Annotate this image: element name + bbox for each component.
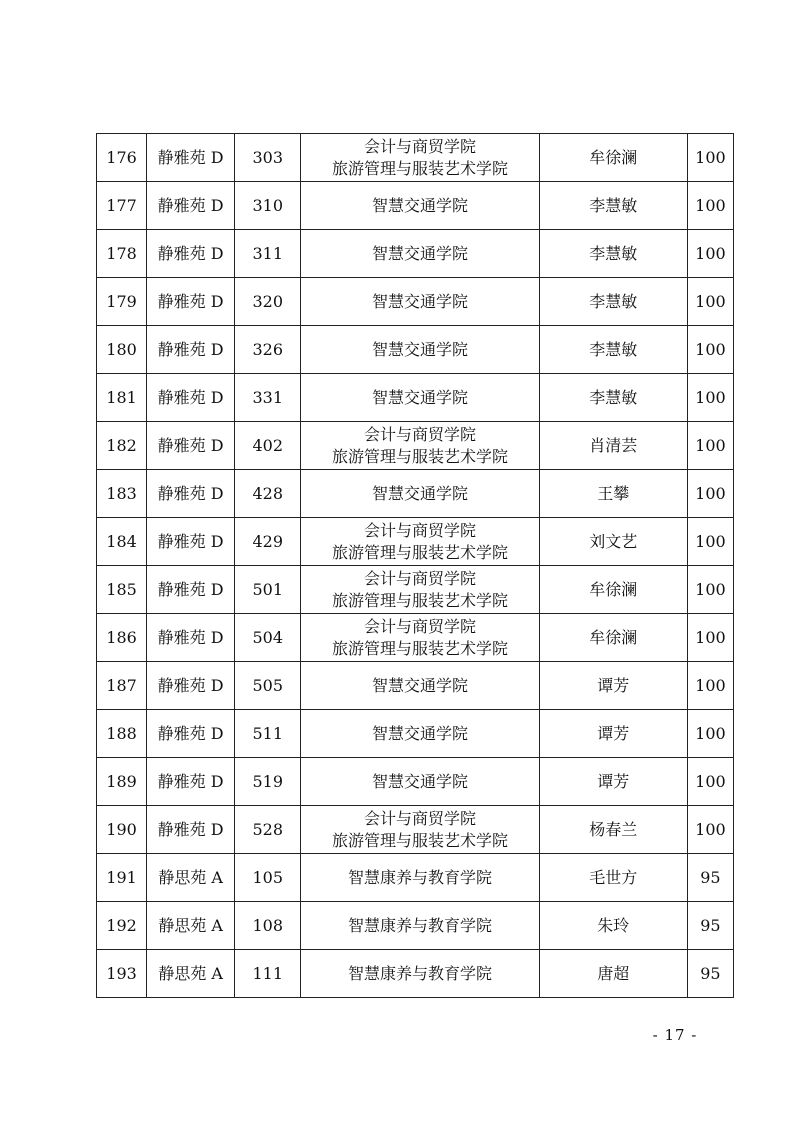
cell-college	[301, 470, 539, 518]
college-line-1: 会计与商贸学院	[363, 808, 476, 828]
college-line-1: 智慧交通学院	[371, 195, 468, 215]
cell-index: 193	[97, 950, 147, 998]
cell-building: 静雅苑 D	[147, 182, 235, 230]
college-line-2: 旅游管理与服装艺术学院	[331, 446, 508, 466]
table-row	[97, 758, 734, 806]
table-row	[97, 182, 734, 230]
table-row	[97, 662, 734, 710]
cell-room: 311	[235, 230, 301, 278]
cell-room: 519	[235, 758, 301, 806]
table-row	[97, 374, 734, 422]
table-row	[97, 614, 734, 662]
cell-building: 静雅苑 D	[147, 326, 235, 374]
college-line-1: 智慧交通学院	[371, 675, 468, 695]
cell-room: 428	[235, 470, 301, 518]
table-row	[97, 326, 734, 374]
cell-college	[301, 662, 539, 710]
cell-college	[301, 374, 539, 422]
cell-manager: 谭芳	[539, 758, 687, 806]
cell-score: 95	[687, 902, 733, 950]
table-row	[97, 230, 734, 278]
cell-index: 182	[97, 422, 147, 470]
table-row	[97, 566, 734, 614]
cell-score: 100	[687, 806, 733, 854]
cell-score: 100	[687, 278, 733, 326]
cell-building: 静雅苑 D	[147, 806, 235, 854]
cell-room: 505	[235, 662, 301, 710]
cell-building: 静思苑 A	[147, 854, 235, 902]
cell-college	[301, 854, 539, 902]
cell-college	[301, 518, 539, 566]
cell-index: 177	[97, 182, 147, 230]
college-line-1: 会计与商贸学院	[363, 520, 476, 540]
cell-score: 95	[687, 950, 733, 998]
cell-building: 静思苑 A	[147, 902, 235, 950]
cell-score: 100	[687, 374, 733, 422]
cell-college	[301, 326, 539, 374]
cell-index: 189	[97, 758, 147, 806]
college-line-1: 智慧交通学院	[371, 723, 468, 743]
cell-room: 331	[235, 374, 301, 422]
cell-building: 静雅苑 D	[147, 566, 235, 614]
cell-score: 100	[687, 566, 733, 614]
cell-college	[301, 134, 539, 182]
college-line-1: 会计与商贸学院	[363, 424, 476, 444]
cell-room: 105	[235, 854, 301, 902]
college-line-2: 旅游管理与服装艺术学院	[331, 830, 508, 850]
cell-room: 528	[235, 806, 301, 854]
cell-score: 100	[687, 518, 733, 566]
cell-manager: 毛世方	[539, 854, 687, 902]
cell-building: 静雅苑 D	[147, 614, 235, 662]
table-row	[97, 854, 734, 902]
cell-index: 179	[97, 278, 147, 326]
cell-index: 180	[97, 326, 147, 374]
table-row	[97, 950, 734, 998]
cell-manager: 李慧敏	[539, 230, 687, 278]
cell-index: 191	[97, 854, 147, 902]
cell-room: 111	[235, 950, 301, 998]
cell-score: 100	[687, 758, 733, 806]
table-row	[97, 422, 734, 470]
cell-college	[301, 902, 539, 950]
table-row	[97, 806, 734, 854]
college-line-1: 智慧交通学院	[371, 291, 468, 311]
cell-room: 511	[235, 710, 301, 758]
cell-room: 303	[235, 134, 301, 182]
table-row	[97, 470, 734, 518]
cell-college	[301, 422, 539, 470]
cell-room: 429	[235, 518, 301, 566]
college-line-1: 会计与商贸学院	[363, 568, 476, 588]
cell-manager: 李慧敏	[539, 326, 687, 374]
cell-score: 100	[687, 614, 733, 662]
cell-college	[301, 950, 539, 998]
cell-score: 100	[687, 182, 733, 230]
table-row	[97, 902, 734, 950]
cell-manager: 杨春兰	[539, 806, 687, 854]
college-line-1: 智慧康养与教育学院	[347, 867, 492, 887]
cell-index: 181	[97, 374, 147, 422]
cell-manager: 李慧敏	[539, 374, 687, 422]
cell-index: 192	[97, 902, 147, 950]
cell-index: 185	[97, 566, 147, 614]
college-line-1: 会计与商贸学院	[363, 616, 476, 636]
college-line-1: 智慧交通学院	[371, 387, 468, 407]
table-row	[97, 710, 734, 758]
table-row	[97, 278, 734, 326]
cell-college	[301, 758, 539, 806]
cell-index: 178	[97, 230, 147, 278]
cell-index: 176	[97, 134, 147, 182]
cell-score: 95	[687, 854, 733, 902]
cell-building: 静雅苑 D	[147, 278, 235, 326]
cell-score: 100	[687, 422, 733, 470]
cell-score: 100	[687, 326, 733, 374]
cell-college	[301, 566, 539, 614]
cell-building: 静雅苑 D	[147, 710, 235, 758]
cell-manager: 牟徐澜	[539, 566, 687, 614]
cell-manager: 朱玲	[539, 902, 687, 950]
cell-building: 静雅苑 D	[147, 758, 235, 806]
cell-college	[301, 806, 539, 854]
cell-building: 静雅苑 D	[147, 470, 235, 518]
cell-room: 402	[235, 422, 301, 470]
cell-college	[301, 278, 539, 326]
cell-room: 501	[235, 566, 301, 614]
cell-index: 187	[97, 662, 147, 710]
cell-manager: 唐超	[539, 950, 687, 998]
cell-index: 183	[97, 470, 147, 518]
cell-manager: 李慧敏	[539, 182, 687, 230]
cell-manager: 刘文艺	[539, 518, 687, 566]
dormitory-score-table	[96, 133, 734, 998]
college-line-2: 旅游管理与服装艺术学院	[331, 542, 508, 562]
college-line-2: 旅游管理与服装艺术学院	[331, 590, 508, 610]
cell-college	[301, 230, 539, 278]
cell-score: 100	[687, 134, 733, 182]
college-line-2: 旅游管理与服装艺术学院	[331, 158, 508, 178]
cell-manager: 谭芳	[539, 662, 687, 710]
cell-manager: 谭芳	[539, 710, 687, 758]
cell-building: 静雅苑 D	[147, 374, 235, 422]
cell-score: 100	[687, 662, 733, 710]
cell-index: 184	[97, 518, 147, 566]
cell-building: 静雅苑 D	[147, 422, 235, 470]
table-row	[97, 134, 734, 182]
college-line-1: 智慧交通学院	[371, 771, 468, 791]
cell-building: 静雅苑 D	[147, 230, 235, 278]
cell-building: 静雅苑 D	[147, 134, 235, 182]
college-line-1: 智慧康养与教育学院	[347, 963, 492, 983]
cell-manager: 牟徐澜	[539, 614, 687, 662]
cell-index: 188	[97, 710, 147, 758]
cell-building: 静思苑 A	[147, 950, 235, 998]
college-line-1: 智慧交通学院	[371, 483, 468, 503]
table-body	[97, 134, 734, 998]
cell-college	[301, 614, 539, 662]
cell-room: 326	[235, 326, 301, 374]
cell-manager: 牟徐澜	[539, 134, 687, 182]
cell-room: 108	[235, 902, 301, 950]
table-row	[97, 518, 734, 566]
cell-manager: 李慧敏	[539, 278, 687, 326]
cell-index: 186	[97, 614, 147, 662]
cell-room: 320	[235, 278, 301, 326]
cell-score: 100	[687, 230, 733, 278]
college-line-1: 会计与商贸学院	[363, 136, 476, 156]
cell-score: 100	[687, 470, 733, 518]
college-line-2: 旅游管理与服装艺术学院	[331, 638, 508, 658]
cell-score: 100	[687, 710, 733, 758]
cell-manager: 王攀	[539, 470, 687, 518]
cell-room: 504	[235, 614, 301, 662]
cell-building: 静雅苑 D	[147, 518, 235, 566]
college-line-1: 智慧康养与教育学院	[347, 915, 492, 935]
cell-building: 静雅苑 D	[147, 662, 235, 710]
page-number: - 17 -	[652, 1026, 698, 1044]
college-line-1: 智慧交通学院	[371, 339, 468, 359]
cell-college	[301, 710, 539, 758]
cell-manager: 肖清芸	[539, 422, 687, 470]
cell-college	[301, 182, 539, 230]
cell-index: 190	[97, 806, 147, 854]
college-line-1: 智慧交通学院	[371, 243, 468, 263]
cell-room: 310	[235, 182, 301, 230]
